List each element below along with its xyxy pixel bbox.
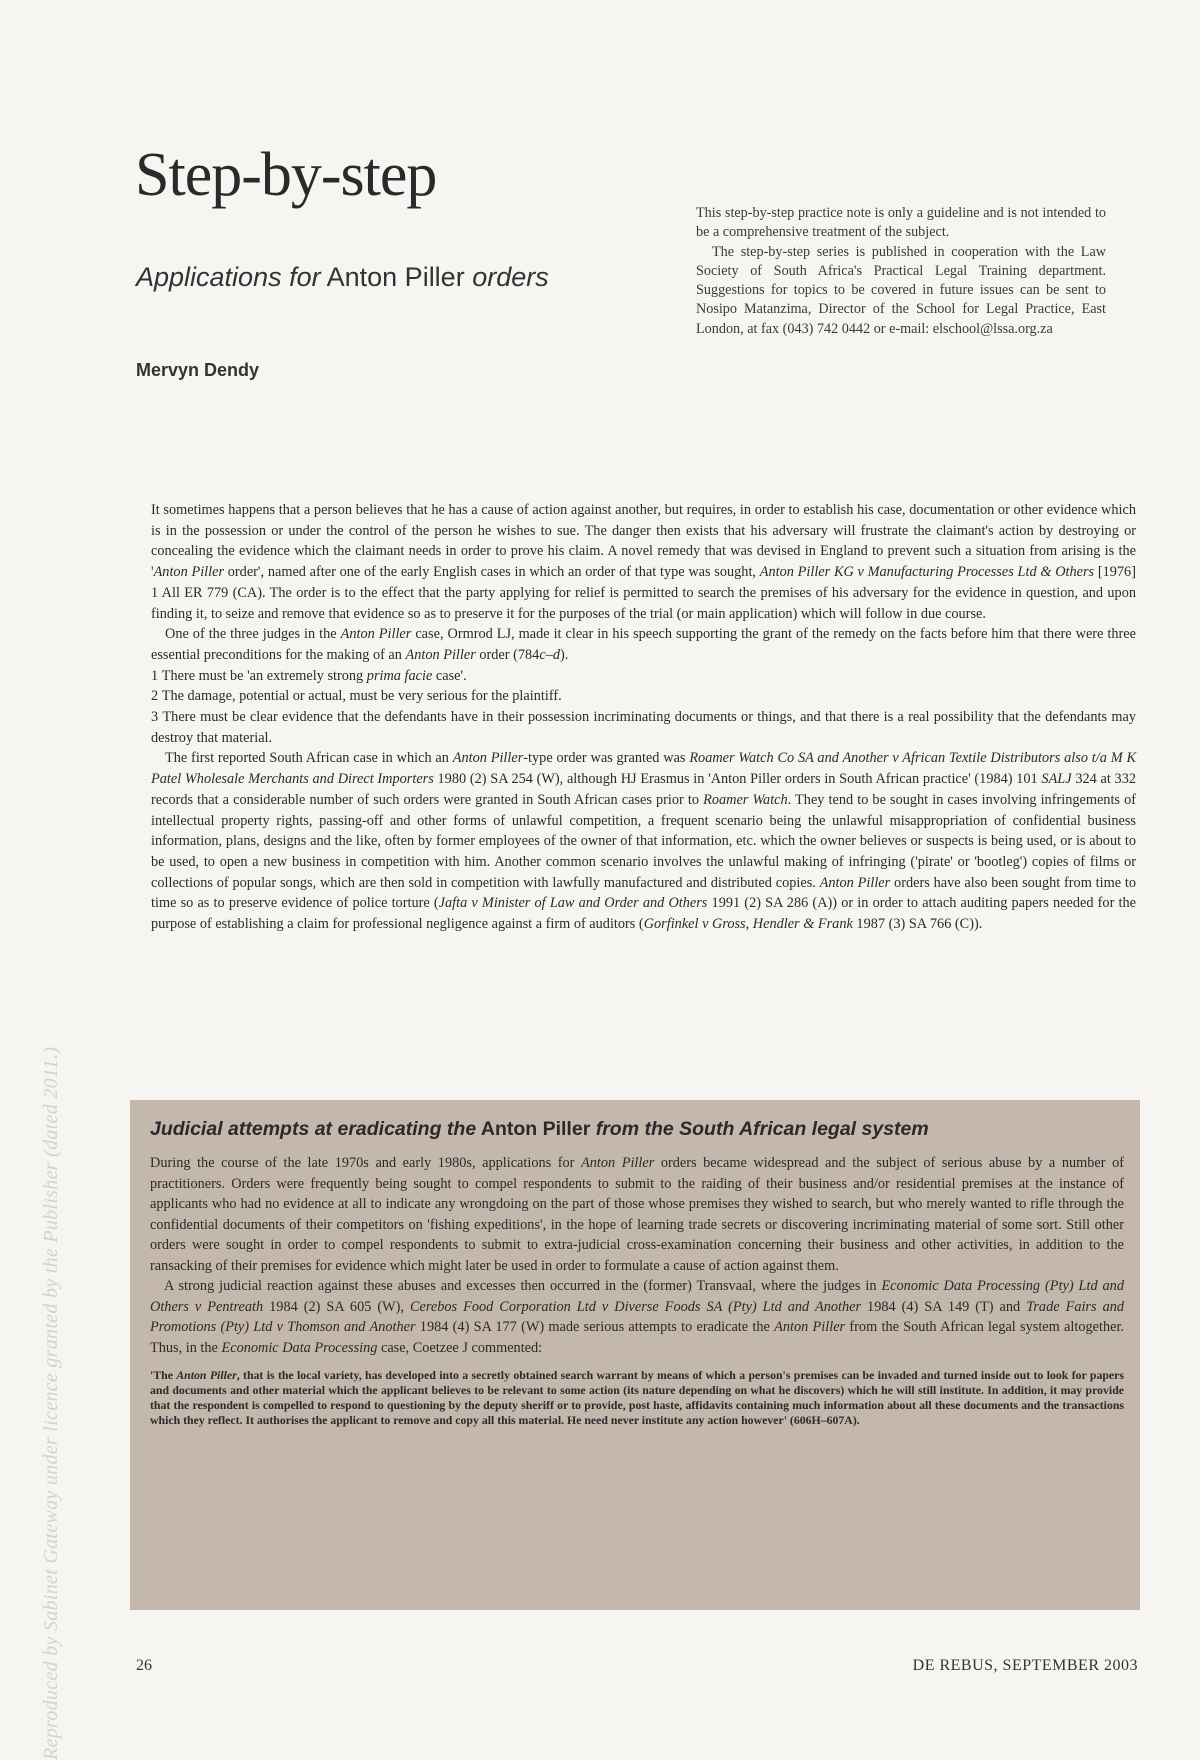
article-body [151,500,1136,935]
box-quote [150,1368,1124,1428]
case-name: Economic Data Processing (Pty) Ltd and Others v Pentreath [150,1278,1124,1315]
practice-note [696,204,1106,339]
heading-plain: Anton Piller [476,1118,596,1140]
text-run: During the course of the late 1970s and early 1980s, applications for [150,1155,581,1171]
author-name: Mervyn Dendy [136,360,260,380]
text-run: 1984 (4) SA 149 (T) and [861,1298,1027,1315]
text-run: order', named after one of the early English cases in which an order of that type was sought, [224,564,760,581]
heading-italic: Judicial attempts at eradicating the [150,1118,477,1140]
text-run: One of the three judges in the [165,626,341,643]
subtitle-plain: Anton Piller [320,262,473,292]
case-name: Anton Piller [452,750,524,767]
list-number: 3 [151,709,159,726]
text-run: ). [559,646,569,663]
journal-name: SALJ [1041,771,1072,788]
body-paragraph-3 [151,748,1136,934]
note-paragraph-1: This step-by-step practice note is only a guideline and is not intended to be a comprehensive treatment of the subject. [696,205,1106,241]
text-run: [1976] 1 All ER 779 (CA). The order is to the effect that the party applying for relief is permitted to search the premises of his adversary for the evidence in question, and upon finding it, to seize and remove that evidence so as to preserve it for the purposes of the trial (or main application) which will follow in due course. [151,564,1136,622]
text-run: 1980 (2) SA 254 (W), although HJ Erasmus in 'Anton Piller orders in South African practice' (1984) 101 [433,771,1042,788]
heading-italic: from the South African legal system [595,1118,929,1140]
text-run: case'. [432,667,467,684]
case-name: Roamer Watch Co SA and Another v African Textile Distributors also t/a M K Patel Wholesale Merchants and Direct Importers [151,750,1136,788]
text-run: 1984 (2) SA 605 (W), [263,1298,410,1315]
text-run: It sometimes happens that a person believes that he has a cause of action against another, but requires, in order to establish his case, documentation or other evidence which is in the possession or under the control of the person he wishes to sue. The danger then exists that his adversary will frustrate the claimant's action by destroying or concealing the evidence which the claimant needs in order to prove his claim. A novel remedy that was devised in England to prevent such a situation from arising is the ' [151,502,1136,581]
text-run: 1984 (4) SA 177 (W) made serious attempts to eradicate the [415,1319,775,1335]
text-run: The first reported South African case in which an [165,750,453,767]
case-name: Anton Piller [405,646,476,663]
text-run: -type order was granted was [523,750,690,767]
case-name: Anton Piller [340,626,412,643]
subtitle-italic-2: orders [472,262,549,292]
box-paragraph-2 [150,1276,1124,1358]
publication-footer: DE REBUS, SEPTEMBER 2003 [912,1657,1138,1674]
text-run: 324 at 332 records that a considerable number of such orders were granted in South African cases prior to [151,771,1136,808]
case-name: Trade Fairs and Promotions (Pty) Ltd v Thomson and Another [150,1298,1125,1335]
text-run: 1991 (2) SA 286 (A)) or in order to attach auditing papers needed for the purpose of establishing a claim for professional negligence against a firm of auditors ( [151,895,1136,933]
text-run: There must be 'an extremely strong [161,667,367,684]
case-name: Economic Data Processing [221,1339,378,1356]
case-name: Roamer Watch [703,791,788,808]
reproduction-watermark: Reproduced by Sabinet Gateway under licence granted by the Publisher (dated 2011.) [40,1046,62,1760]
list-item [151,686,1136,707]
page-number: 26 [136,1657,152,1674]
text-run: 'The [150,1368,177,1382]
case-name: Gorfinkel v Gross, Hendler & Frank [643,916,853,933]
text-run: orders became widespread and the subject of serious abuse by a number of practitioners. Orders were frequently being sought to compel respondents to submit to the raiding of their business and/or residential premises at the instance of applicants who had no evidence at all to indicate any wrongdoing on the part of those whose premises they wished to search, but who merely wanted to rifle through the confidential documents of their competitors on 'fishing expeditions', in the hope of learning trade secrets or discovering incriminating material of some sort. Still other orders were sought in order to compel respondents to submit to extra-judicial cross-examination concerning their business and other activities, in addition to the ransacking of their premises for evidence which might later be used in order to formulate a cause of action against them. [150,1155,1124,1274]
case-name: Jafta v Minister of Law and Order and Others [438,895,708,912]
text-run: orders have also been sought from time to time so as to preserve evidence of police torture ( [151,874,1137,912]
list-number: 2 [151,688,159,705]
box-paragraph-1 [150,1153,1124,1276]
body-paragraph-2 [151,624,1136,665]
text-run: from the South African legal system altogether. Thus, in the [150,1319,1124,1356]
sidebar-box [130,1100,1140,1610]
text-run: case, Coetzee J commented: [377,1339,543,1356]
case-name: Anton Piller [153,564,225,581]
page-title: Step-by-step [135,141,437,209]
list-number: 1 [151,667,159,684]
case-name: Anton Piller [176,1368,237,1382]
page-reference: c–d [539,646,560,663]
list-item [151,666,1136,687]
case-name: Cerebos Food Corporation Ltd v Diverse Foods SA (Pty) Ltd and Another [409,1298,862,1315]
text-run: The damage, potential or actual, must be very serious for the plaintiff. [161,688,562,705]
text-run: 1987 (3) SA 766 (C)). [852,916,983,933]
text-run: There must be clear evidence that the defendants have in their possession incriminating documents or things, and that there is a real possibility that the defendants may destroy that material. [151,709,1136,746]
text-run: . They tend to be sought in cases involving infringements of intellectual property rights, passing-off and other forms of unlawful competition, a frequent scenario being the unlawful misappropriation of confidential business information, plans, designs and the like, often by former employees of the owner of that information, etc. which the owner believes or suspects is being used, or is about to be used, to open a new business in competition with him. Another common scenario involves the unlawful making of infringing ('pirate' or 'bootleg') copies of films or collections of popular songs, which are then sold in competition with lawfully manufactured and distributed copies. [151,791,1136,891]
text-run: A strong judicial reaction against these abuses and excesses then occurred in the (former) Transvaal, where the judges in [164,1278,882,1294]
case-name: Anton Piller [819,874,891,891]
body-paragraph-1 [151,500,1136,624]
article-subtitle [136,262,549,293]
box-heading [150,1118,1124,1141]
text-run: case, Ormrod LJ, made it clear in his speech supporting the grant of the remedy on the facts before him that there were three essential preconditions for the making of an [151,626,1136,663]
case-name: Anton Piller [581,1155,655,1171]
subtitle-italic-1: Applications for [136,262,321,292]
note-paragraph-2: The step-by-step series is published in cooperation with the Law Society of South Africa's Practical Legal Training department. Suggestions for topics to be covered in future issues can be sent to Nosipo Matanzima, Director of the School for Legal Practice, East London, at fax (043) 742 0442 or e-mail: elschool@lssa.org.za [696,243,1106,337]
text-run: order (784 [475,646,540,663]
case-name: Anton Piller KG v Manufacturing Processes Ltd & Others [759,564,1095,581]
list-item [151,707,1136,748]
text-run: , that is the local variety, has developed into a secretly obtained search warrant by means of which a person's premises can be invaded and turned inside out to look for papers and documents and other material which the applicant believes to be relevant to some action (its nature depending on what he discovers) which he will still institute. In addition, it may provide that the respondent is compelled to respond to questioning by the deputy sheriff or to provide, post haste, affidavits containing much information about all these documents and the transactions which they reflect. It authorises the applicant to remove and copy all this material. He need never institute any action however' (606H–607A). [150,1368,1124,1427]
case-name: Anton Piller [774,1319,846,1335]
latin-term: prima facie [366,667,433,684]
